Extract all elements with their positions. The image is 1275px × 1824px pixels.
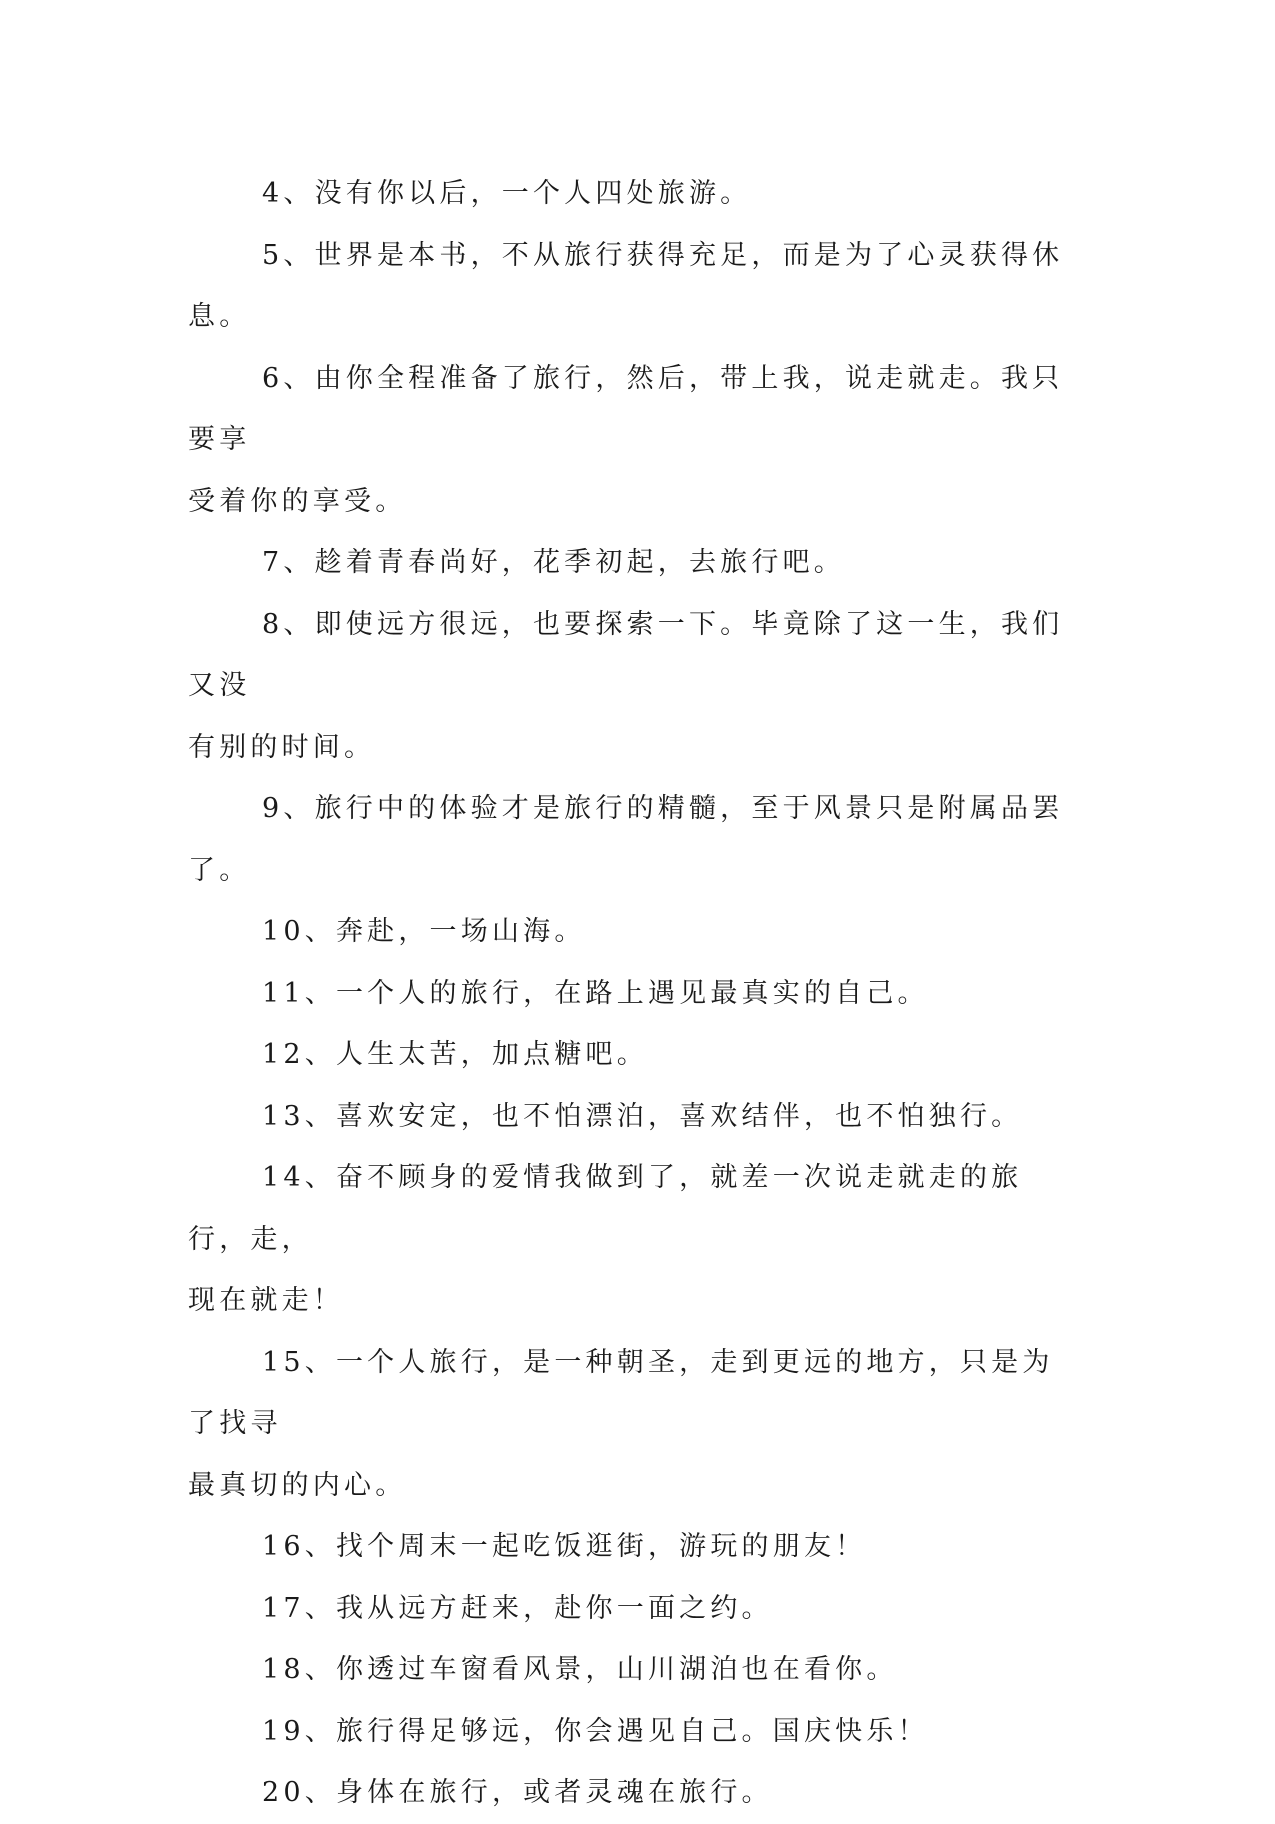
- paragraph-7: [188, 532, 1068, 594]
- paragraph-line: 11、一个人的旅行，在路上遇见最真实的自己。: [262, 977, 929, 1009]
- paragraph-line: 14、奋不顾身的爱情我做到了，就差一次说走就走的旅行，走，: [188, 1162, 1023, 1255]
- paragraph-line: 20、身体在旅行，或者灵魂在旅行。: [262, 1777, 773, 1808]
- paragraph-18: [188, 1639, 1068, 1701]
- paragraph-line-continued: 现在就走！: [188, 1285, 344, 1316]
- paragraph-line: 15、一个人旅行，是一种朝圣，走到更远的地方，只是为了找寻: [188, 1346, 1054, 1439]
- paragraph-line: 4、没有你以后，一个人四处旅游。: [262, 178, 752, 209]
- paragraph-15: [188, 1332, 1068, 1517]
- paragraph-line: 19、旅行得足够远，你会遇见自己。国庆快乐！: [262, 1715, 929, 1747]
- paragraph-line: 5、世界是本书，不从旅行获得充足，而是为了心灵获得休息。: [188, 239, 1064, 332]
- paragraph-line: 13、喜欢安定，也不怕漂泊，喜欢结伴，也不怕独行。: [262, 1100, 1023, 1132]
- paragraph-line: 6、由你全程准备了旅行，然后，带上我，说走就走。我只要享: [188, 362, 1064, 455]
- paragraph-4: [188, 163, 1068, 225]
- paragraph-line-continued: 受着你的享受。: [188, 485, 407, 517]
- paragraph-line: 18、你透过车窗看风景，山川湖泊也在看你。: [262, 1654, 898, 1685]
- paragraph-9: [188, 778, 1068, 901]
- paragraph-6: [188, 348, 1068, 533]
- paragraph-13: [188, 1086, 1068, 1148]
- paragraph-line: 10、奔赴，一场山海。: [262, 916, 586, 947]
- paragraph-line: 17、我从远方赶来，赴你一面之约。: [262, 1592, 773, 1624]
- paragraph-line: 12、人生太苦，加点糖吧。: [262, 1039, 648, 1070]
- paragraph-line-continued: 有别的时间。: [188, 731, 376, 763]
- document-body: [188, 163, 1068, 1824]
- paragraph-12: [188, 1024, 1068, 1086]
- paragraph-line: 7、趁着青春尚好，花季初起，去旅行吧。: [262, 547, 845, 578]
- paragraph-8: [188, 594, 1068, 779]
- paragraph-11: [188, 963, 1068, 1025]
- paragraph-17: [188, 1578, 1068, 1640]
- paragraph-line: 16、找个周末一起吃饭逛街，游玩的朋友！: [262, 1531, 867, 1562]
- paragraph-5: [188, 225, 1068, 348]
- paragraph-14: [188, 1147, 1068, 1332]
- paragraph-line: 8、即使远方很远，也要探索一下。毕竟除了这一生，我们又没: [188, 608, 1064, 701]
- paragraph-16: [188, 1516, 1068, 1578]
- paragraph-line: 9、旅行中的体验才是旅行的精髓，至于风景只是附属品罢了。: [188, 793, 1064, 886]
- paragraph-20: [188, 1762, 1068, 1824]
- paragraph-10: [188, 901, 1068, 963]
- paragraph-line-continued: 最真切的内心。: [188, 1469, 407, 1501]
- paragraph-19: [188, 1701, 1068, 1763]
